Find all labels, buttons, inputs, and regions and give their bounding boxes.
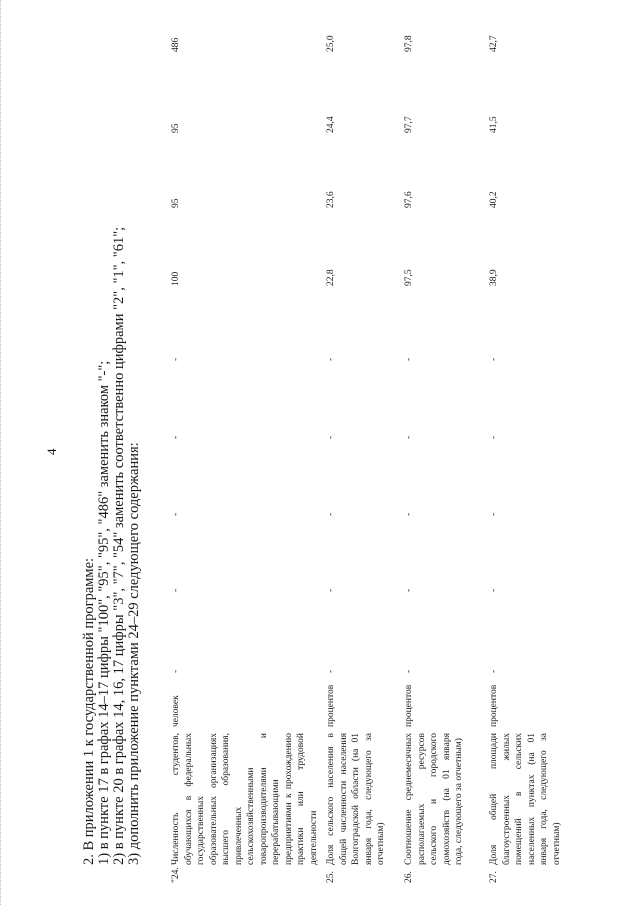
- row-value: 97,7: [404, 116, 414, 133]
- row-value: 100: [171, 271, 181, 286]
- row-value: 486: [171, 37, 181, 52]
- row-value: 38,9: [489, 269, 499, 286]
- row-value: 22,8: [326, 269, 336, 286]
- page-number: 4: [44, 448, 59, 455]
- row-title: Соотношение среднемесячных располагаемых ресурсов сельского и городского домохозяйств (на 01 января года, следующего за отчетным): [404, 733, 464, 865]
- row-value: -: [326, 669, 336, 673]
- row-title: Численность студентов, обучающихся в федеральных государственных образовательных организациях высшего образования, привлеченных сельскохозяйственными товаропроизводителями и перерабатывающими предприятиями к прохождению практики или трудовой деятельности: [171, 733, 319, 865]
- row-value: -: [404, 669, 414, 673]
- row-unit: процентов: [326, 684, 336, 727]
- row-value: -: [489, 357, 499, 361]
- row-value: -: [171, 435, 181, 439]
- row-unit: процентов: [489, 684, 499, 727]
- row-value: -: [404, 512, 414, 516]
- row-title: Доля сельского населения в общей численности населения Волгоградской области (на 01 января года, следующего за отчетным): [326, 733, 386, 865]
- row-value: 97,8: [404, 35, 414, 52]
- row-value: -: [171, 512, 181, 516]
- row-value: -: [489, 669, 499, 673]
- row-value: 25,0: [326, 35, 336, 52]
- row-value: -: [326, 435, 336, 439]
- row-value: -: [489, 588, 499, 592]
- row-title: Доля общей площади благоустроенных жилых помещений в сельских населенных пунктах (на 01 января года, следующего за отчетным): [489, 733, 562, 865]
- row-value: 95: [171, 198, 181, 208]
- scan-edge-artifact: [0, 0, 9, 905]
- row-unit: процентов: [404, 684, 414, 727]
- row-value: -: [326, 512, 336, 516]
- row-value: -: [326, 357, 336, 361]
- row-value: 24,4: [326, 116, 336, 133]
- row-value: 42,7: [489, 35, 499, 52]
- row-number: 27.: [489, 871, 499, 883]
- row-value: 97,6: [404, 191, 414, 208]
- amendment-item-2: 2) в пункте 20 в графах 14, 16, 17 цифры "3", "7", "54" заменить соответственно цифрами "2", "1", "61";: [111, 226, 127, 865]
- row-value: -: [404, 357, 414, 361]
- row-number: "24.: [171, 867, 181, 883]
- row-value: -: [489, 435, 499, 439]
- row-value: -: [489, 512, 499, 516]
- amendment-item-3: 3) дополнить приложение пунктами 24–29 следующего содержания:: [126, 442, 142, 865]
- row-number: 25.: [326, 871, 336, 883]
- row-value: -: [171, 357, 181, 361]
- row-value: -: [404, 588, 414, 592]
- row-value: 41,5: [489, 116, 499, 133]
- row-number: 26.: [404, 871, 414, 883]
- row-value: -: [171, 588, 181, 592]
- row-value: -: [326, 588, 336, 592]
- row-value: -: [404, 435, 414, 439]
- row-value: 40,2: [489, 191, 499, 208]
- row-value: 97,5: [404, 269, 414, 286]
- row-unit: человек: [171, 695, 181, 727]
- row-value: 23,6: [326, 191, 336, 208]
- row-value: -: [171, 669, 181, 673]
- section-heading: 2. В приложении 1 к государственной программе:: [81, 557, 97, 865]
- row-value: 95: [171, 123, 181, 133]
- amendment-item-1: 1) в пункте 17 в графах 14–17 цифры "100", "95", "95", "486" заменить знаком "-";: [96, 360, 112, 865]
